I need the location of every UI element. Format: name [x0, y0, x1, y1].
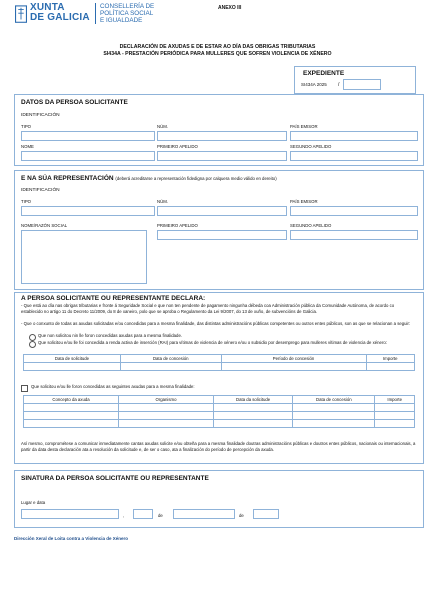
de-label-1: de: [158, 513, 163, 518]
table-cell[interactable]: [214, 404, 293, 412]
solicitante-tipo-field[interactable]: [21, 131, 155, 141]
table-cell[interactable]: [293, 404, 375, 412]
footer-direccion: Dirección Xeral de Loita contra a Violencia de Xénero: [14, 536, 128, 541]
representacion-ape2-label: SEGUNDO APELIDO: [290, 223, 332, 228]
rai-col-periodo: Período de concesión: [221, 355, 366, 363]
representacion-ape1-label: PRIMEIRO APELIDO: [157, 223, 198, 228]
anexo-label: ANEXO III: [218, 5, 242, 11]
axudas-table: [23, 395, 415, 428]
representacion-section: [14, 170, 424, 290]
sinatura-section: [14, 470, 424, 528]
solicitante-nome-label: NOME: [21, 144, 34, 149]
solicitante-nome-field[interactable]: [21, 151, 155, 161]
logo-line-2: DE GALICIA: [30, 12, 90, 23]
solicitante-pais-field[interactable]: [290, 131, 418, 141]
representacion-ape2-field[interactable]: [290, 230, 418, 240]
solicitante-tipo-label: TIPO: [21, 124, 32, 129]
rai-table: [23, 354, 415, 371]
solicitante-num-label: NÚM.: [157, 124, 168, 129]
solicitante-pais-label: PAÍS EMISOR: [290, 124, 318, 129]
table-cell[interactable]: [221, 363, 366, 371]
solicitante-ape1-label: PRIMEIRO APELIDO: [157, 144, 198, 149]
axudas-col-data-solicitude: Data da solicitude: [214, 396, 293, 404]
option-outras-axudas-label: Que solicitou e/ou lle foron concedidas as seguintes axudas para a mesma finalidade:: [31, 384, 195, 389]
option-rai-radio[interactable]: [29, 341, 36, 348]
representacion-pais-field[interactable]: [290, 206, 418, 216]
expediente-label: EXPEDIENTE: [303, 70, 345, 77]
table-cell[interactable]: [375, 404, 415, 412]
conselleria-line-2: POLÍTICA SOCIAL: [100, 10, 154, 17]
de-label-2: de: [239, 513, 244, 518]
representacion-ape1-field[interactable]: [157, 230, 287, 240]
logo-line-1: XUNTA: [30, 2, 65, 13]
comma-separator: ,: [123, 513, 125, 518]
expediente-number-input[interactable]: [343, 79, 381, 90]
conselleria-line-3: E IGUALDADE: [100, 17, 143, 24]
table-cell[interactable]: [214, 412, 293, 420]
representacion-title-row: [21, 175, 277, 182]
solicitante-num-field[interactable]: [157, 131, 287, 141]
solicitante-ape2-field[interactable]: [290, 151, 418, 161]
representacion-num-label: NÚM.: [157, 199, 168, 204]
expediente-separator: /: [338, 82, 340, 88]
axudas-col-concepto: Concepto da axuda: [24, 396, 119, 404]
table-cell[interactable]: [293, 412, 375, 420]
table-cell[interactable]: [119, 420, 214, 428]
representacion-pais-label: PAÍS EMISOR: [290, 199, 318, 204]
document-titles: [0, 44, 435, 58]
table-cell[interactable]: [293, 420, 375, 428]
rai-col-importe: Importe: [366, 355, 415, 363]
table-row: [24, 412, 415, 420]
declara-closing: Así mesmo, comprométese a comunicar inmediatamente cantas axudas solicite e/ou obteña para a mesma finalidade doutras administracións públicas e doutros entes públicos, nacionais ou internacionais, a partir da data desta declaración ata a resolución da solicitude e, de ser o caso, ata a finalización do período de percepción da axuda.: [21, 441, 416, 452]
representacion-tipo-field[interactable]: [21, 206, 155, 216]
dia-field[interactable]: [133, 509, 153, 519]
declara-paragraph-1: - Que está ao día nas obrigas tributarias e fronte á Seguridade Social e que non ten pendente de pagamento ningunha débeda coa Administración pública da Comunidade Autónoma, de acordo co establecido no artigo 11 do Decreto 11/2009, do 8 de xaneiro, polo que se aproba o Regulamento da Lei 9/2007, do 13 de xuño, de subvencións de Galicia.: [21, 303, 395, 314]
table-cell[interactable]: [375, 412, 415, 420]
table-cell[interactable]: [24, 363, 121, 371]
declara-title: A PERSOA SOLICITANTE OU REPRESENTANTE DECLARA:: [21, 295, 206, 302]
rai-col-data-concesion: Data de concesión: [120, 355, 221, 363]
document-subtitle: SI434A - PRESTACIÓN PERIÓDICA PARA MULLERES QUE SOFREN VIOLENCIA DE XÉNERO: [103, 51, 332, 57]
table-cell[interactable]: [119, 404, 214, 412]
logo-text: [30, 3, 90, 23]
table-cell[interactable]: [119, 412, 214, 420]
solicitante-section: [14, 94, 424, 166]
representacion-identificacion: IDENTIFICACIÓN: [21, 188, 60, 193]
option-no-axudas-radio[interactable]: [29, 334, 36, 341]
table-cell[interactable]: [375, 420, 415, 428]
representacion-note: (deberá acreditarse a representación fidedigna por calquera medio válido en dereito): [115, 176, 277, 181]
solicitante-ape2-label: SEGUNDO APELIDO: [290, 144, 332, 149]
option-rai-label: Que solicitou e/ou lle foi concedida a renda activa de inserción (RAI) para vítimas de violencia de xénero e/ou o subsidio por desemprego para mulleres vítimas de violencia de xénero:: [38, 340, 387, 345]
conselleria-line-1: CONSELLERÍA DE: [100, 3, 155, 10]
axudas-col-importe: Importe: [375, 396, 415, 404]
sinatura-title: SINATURA DA PERSOA SOLICITANTE OU REPRESENTANTE: [21, 475, 209, 482]
ano-field[interactable]: [253, 509, 279, 519]
galicia-emblem-icon: [14, 5, 28, 25]
lugar-field[interactable]: [21, 509, 119, 519]
representacion-tipo-label: TIPO: [21, 199, 32, 204]
option-no-axudas-label: Que non solicitou nin lle foron concedidas axudas para a mesma finalidade.: [38, 333, 183, 338]
rai-col-data-solicitude: Data de solicitude: [24, 355, 121, 363]
table-row: [24, 404, 415, 412]
axudas-col-organismo: Organismo: [119, 396, 214, 404]
table-cell[interactable]: [24, 404, 119, 412]
table-cell[interactable]: [24, 420, 119, 428]
expediente-box: [294, 66, 416, 94]
table-cell[interactable]: [366, 363, 415, 371]
declara-paragraph-2: - Que o conxunto de todas as axudas solicitadas e/ou concedidas para a mesma finalidade, das distintas administracións públicas competentes ou outros entes públicos, son as que se relacionan a seguir:: [21, 321, 411, 326]
expediente-code: SI434A 2025: [301, 82, 327, 87]
table-row: [24, 363, 415, 371]
solicitante-identificacion: IDENTIFICACIÓN: [21, 113, 60, 118]
solicitante-ape1-field[interactable]: [157, 151, 287, 161]
solicitante-title: DATOS DA PERSOA SOLICITANTE: [21, 99, 128, 106]
table-cell[interactable]: [214, 420, 293, 428]
table-cell[interactable]: [24, 412, 119, 420]
axudas-col-data-concesion: Data de concesión: [293, 396, 375, 404]
table-row: [24, 420, 415, 428]
representacion-nome-label: NOME/RAZÓN SOCIAL: [21, 223, 68, 228]
representacion-title: E NA SÚA REPRESENTACIÓN: [21, 175, 114, 182]
mes-field[interactable]: [173, 509, 235, 519]
table-cell[interactable]: [120, 363, 221, 371]
option-outras-axudas-checkbox[interactable]: [21, 385, 28, 392]
document-title: DECLARACIÓN DE AXUDAS E DE ESTAR AO DÍA DAS OBRIGAS TRIBUTARIAS: [119, 44, 316, 50]
representacion-num-field[interactable]: [157, 206, 287, 216]
representacion-nome-field[interactable]: [21, 230, 147, 284]
conselleria-name: [95, 3, 154, 24]
declara-section: [14, 292, 424, 464]
lugar-data-label: Lugar e data: [21, 500, 46, 505]
